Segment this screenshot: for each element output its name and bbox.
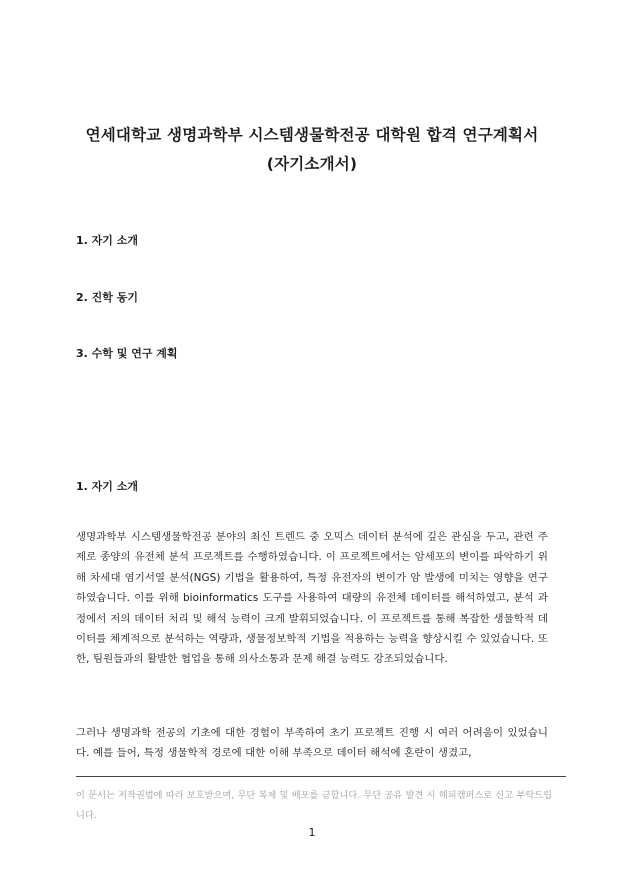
copyright-notice: 이 문서는 저작권법에 따라 보호받으며, 무단 복제 및 배포를 금합니다. 무단 공유 발견 시 해피캠퍼스로 신고 부탁드립니다. (76, 790, 552, 821)
document-title (40, 121, 584, 179)
footer-divider (76, 776, 566, 777)
toc-item-intro: 1. 자기 소개 (76, 234, 138, 247)
body-paragraph-2: 그러나 생명과학 전공의 기초에 대한 경험이 부족하여 초기 프로젝트 진행 시 여러 어려움이 있었습니다. 예를 들어, 특정 생물학적 경로에 대한 이해 부족으로 데이터 해석에 혼란이 생겼고, (76, 727, 548, 760)
toc-item-motivation: 2. 진학 동기 (76, 291, 138, 304)
section-heading-intro: 1. 자기 소개 (76, 480, 138, 493)
body-paragraph-1: 생명과학부 시스템생물학전공 분야의 최신 트렌드 중 오믹스 데이터 분석에 깊은 관심을 두고, 관련 주제로 종양의 유전체 분석 프로젝트를 수행하였습니다. 이 프로젝트에서는 암세포의 변이를 파악하기 위해 차세대 염기서열 분석(NGS) 기법을 활용하여, 특정 유전자의 변이가 암 발생에 미치는 영향을 연구하였습니다. 이를 위해 bioinformatics 도구를 사용하여 대량의 유전체 데이터를 해석하였고, 분석 과정에서 저의 데이터 처리 및 해석 능력이 크게 발휘되었습니다. 이 프로젝트를 통해 복잡한 생물학적 데이터를 체계적으로 분석하는 역량과, 생물정보학적 기법을 적용하는 능력을 향상시킬 수 있었습니다. 또한, 팀원들과의 활발한 협업을 통해 의사소통과 문제 해결 능력도 강조되었습니다. (76, 531, 548, 666)
toc-item-study-plan: 3. 수학 및 연구 계획 (76, 347, 178, 360)
page-number: 1 (308, 826, 316, 839)
title-line-1: 연세대학교 생명과학부 시스템생물학전공 대학원 합격 연구계획서 (85, 126, 539, 144)
title-line-2: (자기소개서) (266, 155, 358, 173)
